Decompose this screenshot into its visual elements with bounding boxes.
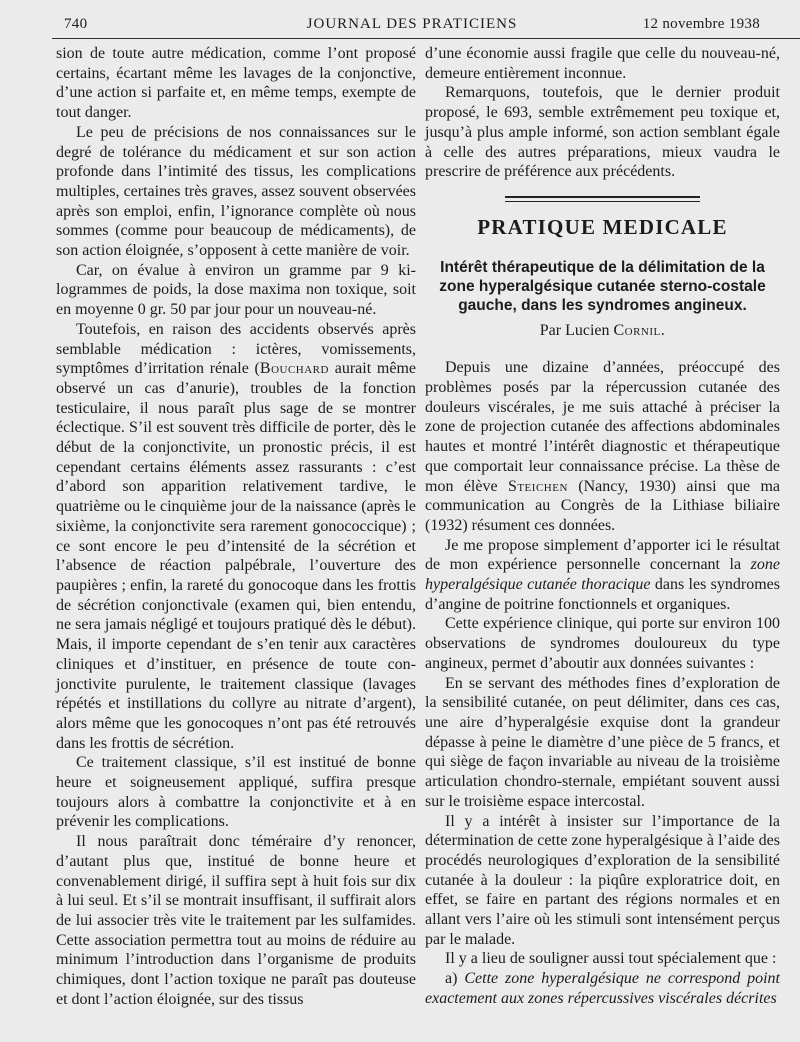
paragraph: Le peu de précisions de nos connaissances sur le degré de tolérance du médicament et sur son action profonde dans l’intimité des tissus, les complications multiples, certaines très graves, assez souvent observées après son emploi, enfin, l’ignorance complète où nous sommes (comme pour beaucoup de médicaments), de son action éloignée, s’opposent à cette manière de voir. [56,123,416,260]
journal-title: JOURNAL DES PRATICIENS [306,16,518,32]
paragraph: Ce traitement classique, s’il est institué de bonne heure et soigneusement appliqué, suffira presque toujours alors à combattre la conjonctivite et à en prévenir les complications. [56,754,416,831]
paragraph: Il nous paraîtrait donc téméraire d’y renoncer, d’autant plus que, institué de bonne heure et convenablement dirigé, il suffira sept à huit fois sur dix à lui seul. Et s’il se montrait insuffisant, il suffirait alors de lui associer très vite le traitement par les sulfamides. Cette association permettra tout au moins de réduire au minimum l’introduction dans l’organisme de produits chimiques, dont l’action toxique ne paraît pas douteuse et dont l’action éloignée, sur des tissus [56,833,416,1008]
paragraph: Car, on évalue à environ un gramme par 9 kilogrammes de poids, la dose maxima non toxique, soit en moyenne 0 gr. 50 par jour pour un nouveau-né. [56,261,416,319]
paragraph [425,969,780,1008]
text-run: Depuis une dizaine d’années, préoccupé des problèmes posés par la répercussion cutanée des douleurs viscérales, je me suis attaché à préciser la zone de projection cutanée des affections abdominales hautes et montré l’intérêt diagnostic et thérapeutique que comportait leur connaissance précise. La thèse de mon élève [425,359,780,495]
paragraph: En se servant des méthodes fines d’exploration de la sensibilité cutanée, on peut délimiter, dans ces cas, une aire d’hyperalgésie exquise dont la grandeur dépasse à peine le diamètre d’une pièce de 5 francs, et qui siège de façon invariable au niveau de la troisième articulation chondro-sternale, empiétant souvent aussi sur le troisième espace intercostal. [425,674,780,810]
paragraph: d’une économie aussi fragile que celle du nouveau-né, demeure entièrement inconnue. [425,45,780,82]
text-run: Je me propose simplement d’apporter ici le résultat de mon expérience personnelle concernant la [425,536,780,574]
paragraph: Il y a intérêt à insister sur l’importance de la détermination de cette zone hyperalgésique à l’aide des procédés neurologiques d’exploration de la sensibilité cutanée à la douleur : la piqûre exploratrice doit, en effet, se faire en partant des régions normales et en allant vers l’aire où les stimuli sont intensément perçus par le malade. [425,812,780,948]
section-title: PRATIQUE MEDICALE [477,214,728,239]
section-divider [505,196,700,202]
paragraph: Cette expérience clinique, qui porte sur environ 100 observations de syndromes douloureux du type angineux, permet d’aboutir aux données suivantes : [425,615,780,672]
right-column [425,44,780,1009]
author-name: Bouchard [259,360,329,378]
header-rule [52,38,800,39]
article-title: Intérêt thérapeutique de la délimitation de la zone hyperalgésique cutanée sterno-costale gauche, dans les syndromes angineux. [439,258,766,314]
paragraph [425,358,780,535]
left-column [56,44,416,1009]
paragraph: sion de toute autre médication, comme l’ont proposé certains, écartant même les lavages de la conjonctive, d’une action si parfaite et, en même temps, exempte de tout danger. [56,45,416,122]
issue-date: 12 novembre 1938 [642,16,760,32]
cited-name: Steichen [507,477,568,495]
italic-text: Cette zone hyperalgésique ne correspond point exactement aux zones répercussives viscérales décrites [425,970,780,1007]
text-run: Toutefois, en raison des accidents observés après semblable médication : ictères, vomissements, symptômes d’irritation rénale ( [56,320,416,378]
paragraph [425,536,780,615]
list-marker: a) [445,970,465,988]
byline [425,321,780,341]
italic-term: zone hyperalgésique cutanée thoracique [425,556,780,594]
paragraph: Il y a lieu de souligner aussi tout spécialement que : [445,950,777,968]
running-header [64,14,760,36]
author-name: Cornil. [613,321,666,339]
paragraph [56,320,416,753]
text-run: dans les syndromes d’angine de poitrine fonctionnels et organiques. [425,576,780,613]
paragraph: Remarquons, toutefois, que le dernier produit proposé, le 693, semble extrêmement peu toxique et, jusqu’à plus ample informé, son action semblant égale à celle des autres préparations, mieux vaudra le prescrire de préférence aux précédents. [425,84,780,181]
text-run: (Nancy, 1930) ainsi que ma communication au Congrès de la Lithiase biliaire (1932) résument ces données. [425,477,780,534]
page-number: 740 [64,16,88,32]
byline-prefix: Par Lucien [539,321,614,339]
text-run: aurait même observé un cas d’anurie), troubles de la fonction testiculaire, il nous paraît plus sage de se montrer éclectique. S’il est souvent très difficile de porter, dès le début de la conjonctivite, un pronostic précis, il est cependant certains éléments assez rassurants : c’est d’abord son apparition relativement tardive, le quatrième ou le cinquième jour de la naissance (après le sixième, la conjonctivite sera rarement gonococcique) ; ce sont encore le peu d’intensité de la sécrétion et l’absence de réaction palpébrale, l’ouverture des paupières ; enfin, la rareté du gonocoque dans les frottis de sécrétion conjonctivale (examen qui, bien entendu, ne sera jamais négligé et toujours pratiqué dès le début). Mais, il importe cependant de s’en tenir aux caractères cliniques et d’instituer, en présence de toute conjonctivite purulente, le traitement classique (lavages répétés et instillations du collyre au nitrate d’argent), alors même que les gonocoques n’ont pas été retrouvés dans les frottis de sécrétion. [56,360,417,752]
